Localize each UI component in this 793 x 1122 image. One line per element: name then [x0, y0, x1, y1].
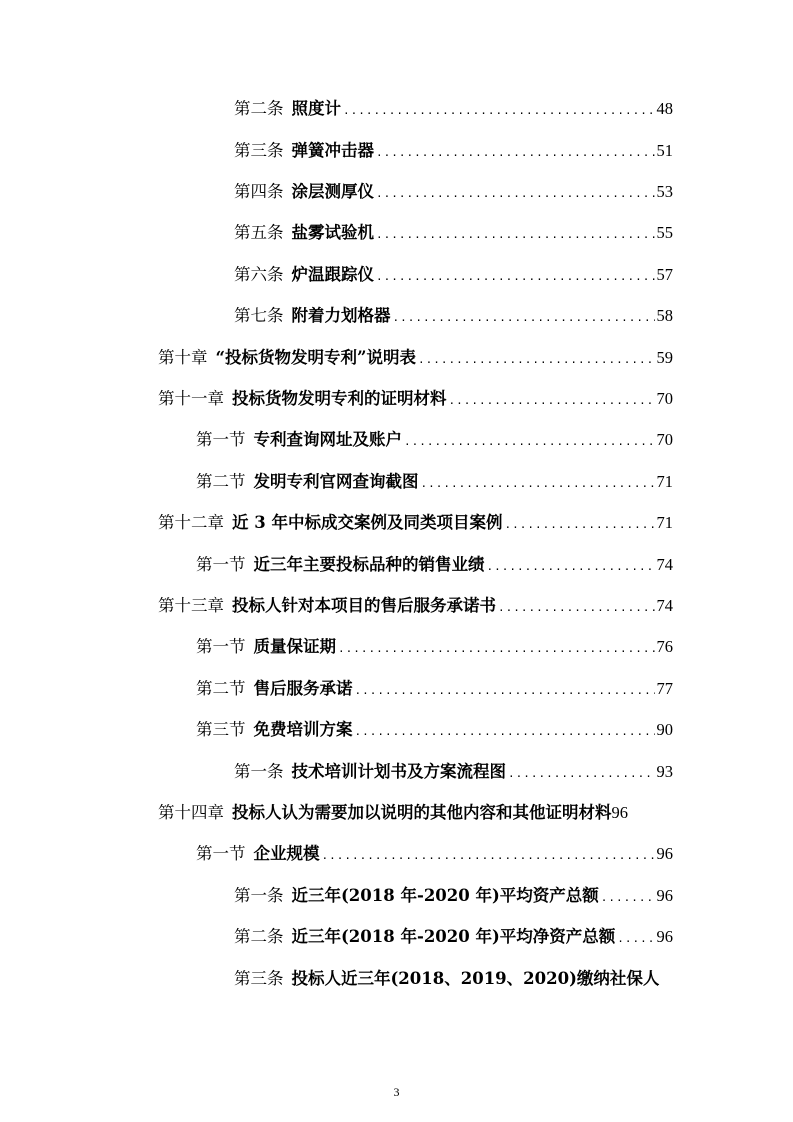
toc-dot-leader — [343, 98, 655, 124]
toc-entry[interactable] — [158, 593, 673, 619]
toc-entry-page: 96 — [656, 886, 673, 905]
toc-entry-number: 第一节 — [196, 555, 246, 574]
toc-entry[interactable] — [196, 552, 673, 578]
toc-entry-title: 发明专利官网查询截图 — [253, 472, 419, 491]
toc-entry[interactable] — [158, 386, 673, 412]
toc-entry-number: 第一条 — [234, 886, 284, 905]
toc-dot-leader — [393, 305, 655, 331]
toc-entry[interactable] — [234, 179, 673, 205]
toc-entry-number: 第三节 — [196, 720, 246, 739]
toc-entry-page: 70 — [656, 430, 673, 449]
toc-entry-number: 第十三章 — [158, 596, 224, 615]
toc-entry-number: 第三条 — [234, 969, 284, 988]
toc-entry-number: 第五条 — [234, 223, 284, 242]
toc-entry[interactable] — [196, 676, 673, 702]
toc-entry-title: 专利查询网址及账户 — [253, 430, 402, 449]
toc-dot-leader — [322, 843, 655, 869]
toc-entry-page: 55 — [656, 223, 673, 242]
toc-entry[interactable] — [234, 262, 673, 288]
toc-dot-leader — [404, 429, 655, 455]
toc-entry-number: 第二节 — [196, 472, 246, 491]
toc-entry[interactable] — [234, 303, 673, 329]
toc-dot-leader — [376, 181, 655, 207]
toc-entry-title: 炉温跟踪仪 — [291, 265, 374, 284]
toc-entry-title: 照度计 — [291, 99, 341, 118]
toc-dot-leader — [449, 388, 655, 414]
toc-entry-page: 48 — [656, 99, 673, 118]
toc-entry-title: 弹簧冲击器 — [291, 141, 374, 160]
toc-entry[interactable] — [234, 883, 673, 909]
toc-entry-title: 近 3 年中标成交案例及同类项目案例 — [232, 513, 503, 532]
toc-entry-title: 附着力划格器 — [291, 306, 391, 325]
toc-entry-number: 第七条 — [234, 306, 284, 325]
toc-entry-number: 第二条 — [234, 927, 284, 946]
toc-entry-title: 质量保证期 — [253, 637, 336, 656]
toc-entry-title: 涂层测厚仪 — [291, 182, 374, 201]
page-number: 3 — [393, 1085, 400, 1099]
toc-entry-title: 投标人认为需要加以说明的其他内容和其他证明材料 — [232, 803, 612, 822]
toc-entry-page: 59 — [656, 348, 673, 367]
toc-entry-page: 96 — [656, 844, 673, 863]
toc-entry-title: 近三年(2018 年-2020 年)平均净资产总额 — [291, 927, 616, 946]
toc-dot-leader — [376, 222, 655, 248]
toc-dot-leader — [355, 678, 655, 704]
toc-entry[interactable] — [196, 469, 673, 495]
toc-dot-leader — [355, 719, 655, 745]
toc-entry[interactable] — [234, 96, 673, 122]
toc-entry-number: 第十二章 — [158, 513, 224, 532]
toc-entry-number: 第十一章 — [158, 389, 224, 408]
toc-dot-leader — [601, 885, 655, 911]
toc-entry-page: 70 — [656, 389, 673, 408]
toc-entry-number: 第一节 — [196, 844, 246, 863]
toc-entry-page: 74 — [656, 555, 673, 574]
toc-entry[interactable] — [196, 717, 673, 743]
toc-entry-title: 企业规模 — [253, 844, 320, 863]
toc-entry-title: 投标人针对本项目的售后服务承诺书 — [232, 596, 496, 615]
toc-entry-page: 96 — [611, 803, 628, 822]
toc-entry-number: 第十四章 — [158, 803, 224, 822]
toc-dot-leader — [498, 595, 655, 621]
toc-entry-title: 技术培训计划书及方案流程图 — [291, 762, 506, 781]
toc-entry[interactable] — [196, 841, 673, 867]
toc-entry[interactable] — [158, 510, 673, 536]
toc-dot-leader — [617, 926, 654, 952]
toc-entry-page: 53 — [656, 182, 673, 201]
toc-entry-page: 96 — [656, 927, 673, 946]
toc-dot-leader — [338, 636, 655, 662]
toc-entry-title: 投标货物发明专利的证明材料 — [232, 389, 447, 408]
toc-dot-leader — [508, 761, 655, 787]
toc-entry-number: 第六条 — [234, 265, 284, 284]
toc-entry-page: 90 — [656, 720, 673, 739]
toc-entry-number: 第一节 — [196, 430, 246, 449]
toc-entry-page: 57 — [656, 265, 673, 284]
toc-entry-title: “投标货物发明专利”说明表 — [215, 348, 416, 367]
toc-dot-leader — [376, 264, 655, 290]
toc-entry-number: 第四条 — [234, 182, 284, 201]
toc-entry-page: 51 — [656, 141, 673, 160]
toc-entry-page: 71 — [656, 472, 673, 491]
toc-entry-page: 74 — [656, 596, 673, 615]
toc-entry-number: 第三条 — [234, 141, 284, 160]
toc-dot-leader — [418, 347, 655, 373]
toc-entry-number: 第二节 — [196, 679, 246, 698]
toc-entry[interactable] — [234, 966, 673, 992]
toc-entry-title: 免费培训方案 — [253, 720, 353, 739]
toc-entry-page: 58 — [656, 306, 673, 325]
toc-entry-number: 第一节 — [196, 637, 246, 656]
toc-entry-number: 第二条 — [234, 99, 284, 118]
toc-entry-number: 第一条 — [234, 762, 284, 781]
toc-dot-leader — [487, 554, 655, 580]
toc-entry-page: 77 — [656, 679, 673, 698]
toc-entry[interactable] — [196, 427, 673, 453]
toc-entry-title: 售后服务承诺 — [253, 679, 353, 698]
toc-entry-page: 93 — [656, 762, 673, 781]
toc-entry[interactable] — [234, 220, 673, 246]
toc-entry-page: 71 — [656, 513, 673, 532]
toc-entry-number: 第十章 — [158, 348, 208, 367]
toc-dot-leader — [504, 512, 654, 538]
toc-entry-title: 盐雾试验机 — [291, 223, 374, 242]
toc-entry-title: 近三年(2018 年-2020 年)平均资产总额 — [291, 886, 599, 905]
toc-entry[interactable] — [158, 800, 673, 826]
toc-entry[interactable] — [234, 924, 673, 950]
toc-dot-leader — [421, 471, 655, 497]
toc-dot-leader — [376, 140, 655, 166]
toc-entry[interactable] — [158, 345, 673, 371]
toc-entry-title: 投标人近三年(2018、2019、2020)缴纳社保人 — [291, 969, 660, 988]
toc-entry-page: 76 — [656, 637, 673, 656]
toc-entry[interactable] — [196, 634, 673, 660]
toc-entry[interactable] — [234, 759, 673, 785]
toc-entry[interactable] — [234, 138, 673, 164]
toc-entry-title: 近三年主要投标品种的销售业绩 — [253, 555, 485, 574]
